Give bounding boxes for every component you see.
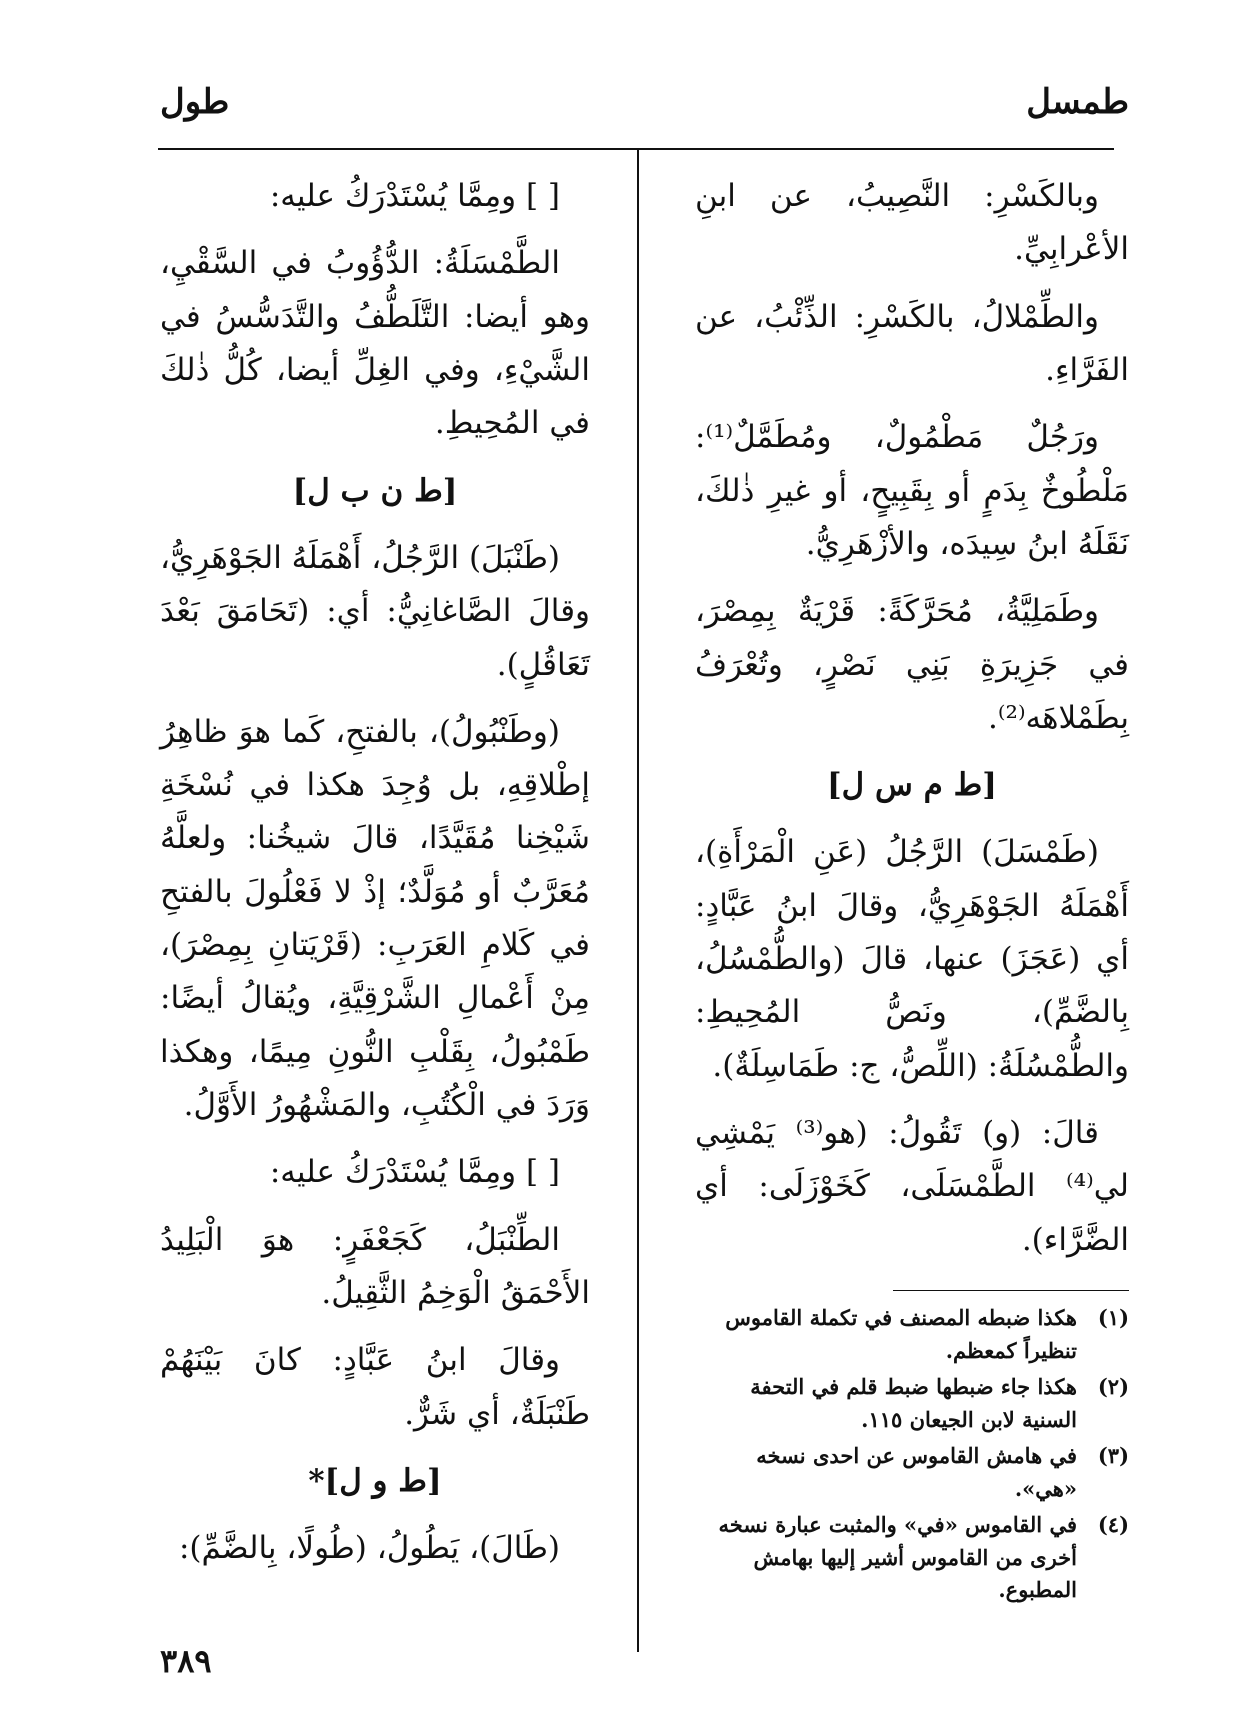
entry-paragraph: والطِّمْلالُ، بالكَسْرِ: الذِّئْبُ، عن الفَرَّاءِ.	[695, 298, 1129, 388]
entry-paragraph: (طَنْبَلَ) الرَّجُلُ، أَهْمَلَهُ الجَوْهَرِيُّ، وقالَ الصَّاغانِيُّ: أي: (تَحَامَقَ بَعْدَ تَعَاقُلٍ).	[160, 539, 590, 683]
footnote	[695, 1509, 1129, 1607]
running-head-right: طمسل	[1026, 82, 1129, 122]
footnote-text: هكذا جاء ضبطها ضبط قلم في التحفة السنية لابن الجيعان ١١٥.	[750, 1374, 1077, 1432]
entry-paragraph: وقالَ ابنُ عَبَّادٍ: كانَ بَيْنَهُمْ طَنْبَلَةٌ، أي شَرٌّ.	[160, 1342, 590, 1432]
left-column	[160, 170, 590, 1590]
column-divider	[637, 150, 639, 1652]
entry-paragraph: [ ] ومِمَّا يُسْتَدْرَكُ عليه:	[269, 178, 560, 214]
footnotes	[695, 1302, 1129, 1611]
entry-paragraph: قالَ: (و) تَقُولُ: (هو⁽³⁾ يَمْشِي لي⁽⁴⁾ الطَّمْسَلَى، كَخَوْزَلَى: أي الضَّرَّاء).	[695, 1115, 1129, 1258]
entry-paragraph: ورَجُلٌ مَطْمُولٌ، ومُطَمَّلٌ⁽¹⁾: مَلْطُوخٌ بِدَمٍ أو بِقَبِيحٍ، أو غيرِ ذٰلكَ، نَقَلَهُ ابنُ سِيدَه، والأزْهَرِيُّ.	[695, 419, 1129, 562]
right-column	[695, 170, 1129, 1281]
running-head-left: طول	[160, 82, 230, 122]
footnote-number: (٢)	[1097, 1374, 1129, 1400]
entry-paragraph: (وطَنْبُولُ)، بالفتحِ، كَما هوَ ظاهِرُ إطْلاقِهِ، بل وُجِدَ هكذا في نُسْخَةِ شَيْخِنا مُقَيَّدًا، قالَ شيخُنا: ولعلَّهُ مُعَرَّبٌ أو مُوَلَّدٌ؛ إذْ لا فَعْلُولَ بالفتحِ في كَلامِ العَرَبِ: (قَرْيَتانِ بِمِصْرَ)، مِنْ أَعْمالِ الشَّرْقِيَّةِ، ويُقالُ أيضًا: طَمْبُولُ، بِقَلْبِ النُّونِ مِيمًا، وهكذا وَرَدَ في الْكُتُبِ، والمَشْهُورُ الأَوَّلُ.	[160, 713, 590, 1123]
header-rule	[158, 148, 1114, 150]
entry-paragraph: (طَمْسَلَ) الرَّجُلُ (عَنِ الْمَرْأَةِ)، أَهْمَلَهُ الجَوْهَرِيُّ، وقالَ ابنُ عَبَّادٍ: أي (عَجَزَ) عنها، قالَ (والطُّمْسُلُ، بِالضَّمِّ)، ونَصُّ المُحِيطِ: والطُّمْسُلَةُ: (اللِّصُّ، ج: طَمَاسِلَةٌ).	[695, 834, 1129, 1084]
footnote	[695, 1371, 1129, 1436]
page-number: ٣٨٩	[160, 1642, 212, 1680]
footnote-text: في القاموس «في» والمثبت عبارة نسخه أخرى من القاموس أشير إليها بهامش المطبوع.	[718, 1512, 1077, 1603]
footnote-number: (١)	[1097, 1305, 1129, 1330]
entry-paragraph: (طَالَ)، يَطُولُ، (طُولًا، بِالضَّمِّ):	[178, 1530, 560, 1567]
entry-heading: [ط و ل]*	[308, 1462, 442, 1499]
footnote-number: (٤)	[1097, 1512, 1129, 1538]
entry-paragraph: وطَمَلِيَّةُ، مُحَرَّكَةً: قَرْيَةٌ بِمِصْرَ، في جَزِيرَةِ بَنِي نَصْرٍ، وتُعْرَفُ بِطَمْلاهَه⁽²⁾.	[695, 593, 1129, 736]
entry-heading: [ط ن ب ل]	[292, 472, 458, 509]
footnote-rule	[893, 1290, 1129, 1291]
entry-paragraph: الطَّمْسَلَةُ: الدُّؤُوبُ في السَّقْيِ، وهو أيضا: التَّلَطُّفُ والتَّدَسُّسُ في الشَّيْءِ، وفي الغِلِّ أيضا، كُلُّ ذٰلكَ في المُحِيطِ.	[160, 245, 590, 442]
footnote-text: في هامش القاموس عن احدى نسخه «هي».	[756, 1443, 1077, 1501]
entry-paragraph: وبالكَسْرِ: النَّصِيبُ، عن ابنِ الأعْرابِيِّ.	[695, 178, 1129, 268]
footnote	[695, 1302, 1129, 1367]
entry-heading: [ط م س ل]	[827, 767, 997, 804]
entry-paragraph: [ ] ومِمَّا يُسْتَدْرَكُ عليه:	[269, 1154, 560, 1191]
footnote	[695, 1440, 1129, 1505]
entry-paragraph: الطِّنْبَلُ، كَجَعْفَرٍ: هوَ الْبَلِيدُ الأَحْمَقُ الْوَخِمُ الثَّقِيلُ.	[160, 1221, 590, 1311]
footnote-number: (٣)	[1097, 1443, 1129, 1469]
footnote-text: هكذا ضبطه المصنف في تكملة القاموس تنظيراً كمعظم.	[725, 1305, 1077, 1363]
